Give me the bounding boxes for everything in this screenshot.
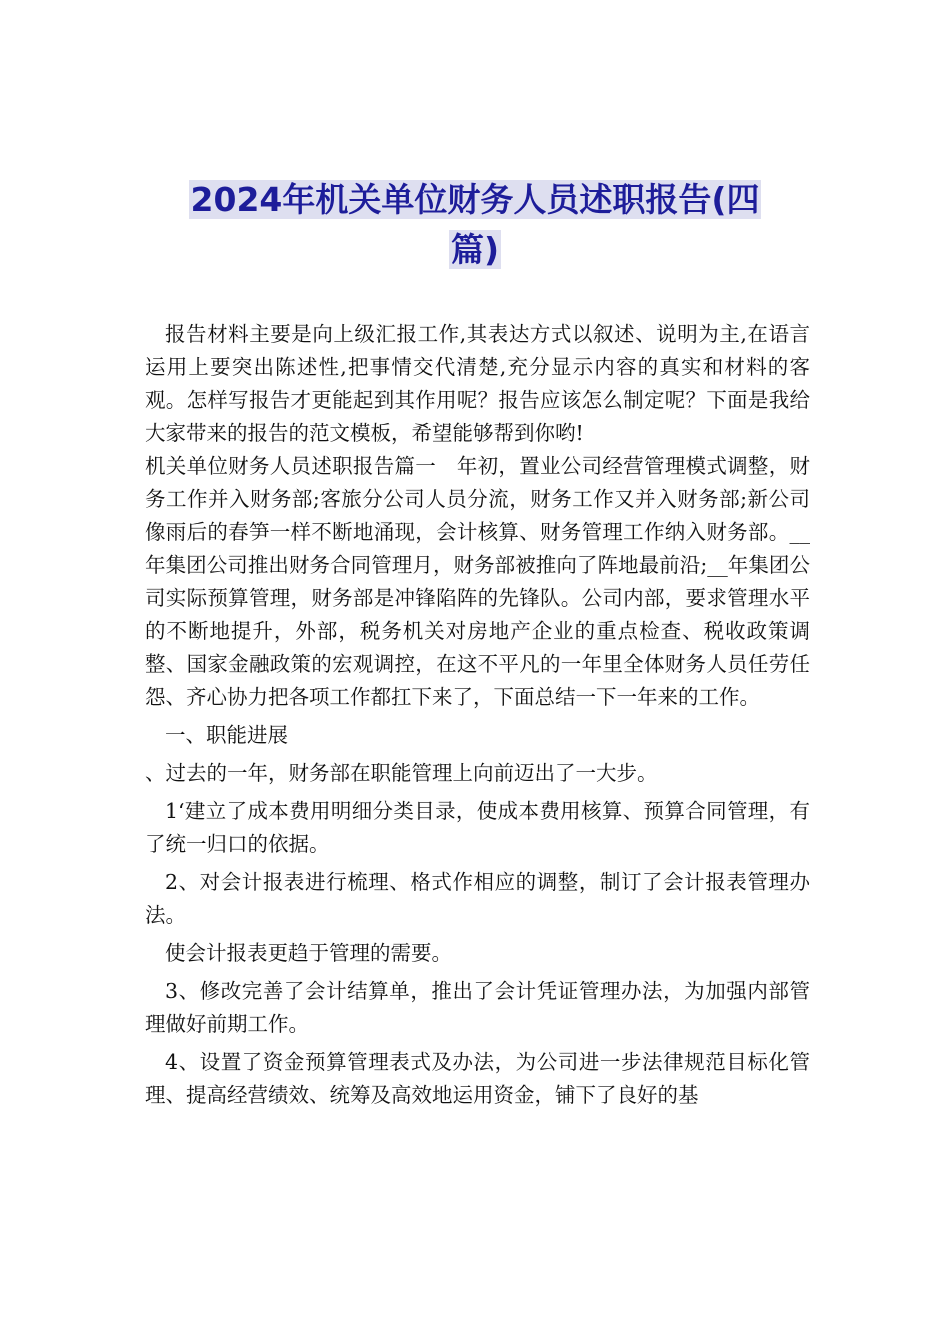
body-paragraph: 机关单位财务人员述职报告篇一 年初，置业公司经营管理模式调整，财务工作并入财务部;客旅分公司人员分流，财务工作又并入财务部;新公司像雨后的春笋一样不断地涌现，会计核算、财务管理工作纳入财务部。__年集团公司推出财务合同管理月，财务部被推向了阵地最前沿;__年集团公司实际预算管理，财务部是冲锋陷阵的先锋队。公司内部，要求管理水平的不断地提升，外部，税务机关对房地产企业的重点检查、税收政策调整、国家金融政策的宏观调控，在这不平凡的一年里全体财务人员任劳任怨、齐心协力把各项工作都扛下来了，下面总结一下一年来的工作。 (145, 454, 810, 709)
list-item: 4、设置了资金预算管理表式及办法，为公司进一步法律规范目标化管理、提高经营绩效、统筹及高效地运用资金，铺下了良好的基 (145, 1050, 810, 1107)
intro-paragraph: 报告材料主要是向上级汇报工作,其表达方式以叙述、说明为主,在语言运用上要突出陈述性,把事情交代清楚,充分显示内容的真实和材料的客观。怎样写报告才更能起到其作用呢？报告应该怎么制定呢？下面是我给大家带来的报告的范文模板，希望能够帮到你哟! (145, 322, 810, 445)
list-item: 2、对会计报表进行梳理、格式作相应的调整，制订了会计报表管理办法。 (145, 870, 810, 927)
body-paragraph: 使会计报表更趋于管理的需要。 (165, 941, 452, 965)
document-title (150, 175, 800, 275)
body-paragraph: 、过去的一年，财务部在职能管理上向前迈出了一大步。 (145, 761, 658, 785)
list-item: 3、修改完善了会计结算单，推出了会计凭证管理办法，为加强内部管理做好前期工作。 (145, 979, 810, 1036)
title-line-1: 2024年机关单位财务人员述职报告(四 (190, 180, 760, 219)
document-body (145, 318, 810, 1112)
section-heading: 一、职能进展 (165, 723, 288, 747)
title-line-2: 篇) (450, 230, 500, 269)
list-item: 1‘建立了成本费用明细分类目录，使成本费用核算、预算合同管理，有了统一归口的依据。 (145, 799, 810, 856)
